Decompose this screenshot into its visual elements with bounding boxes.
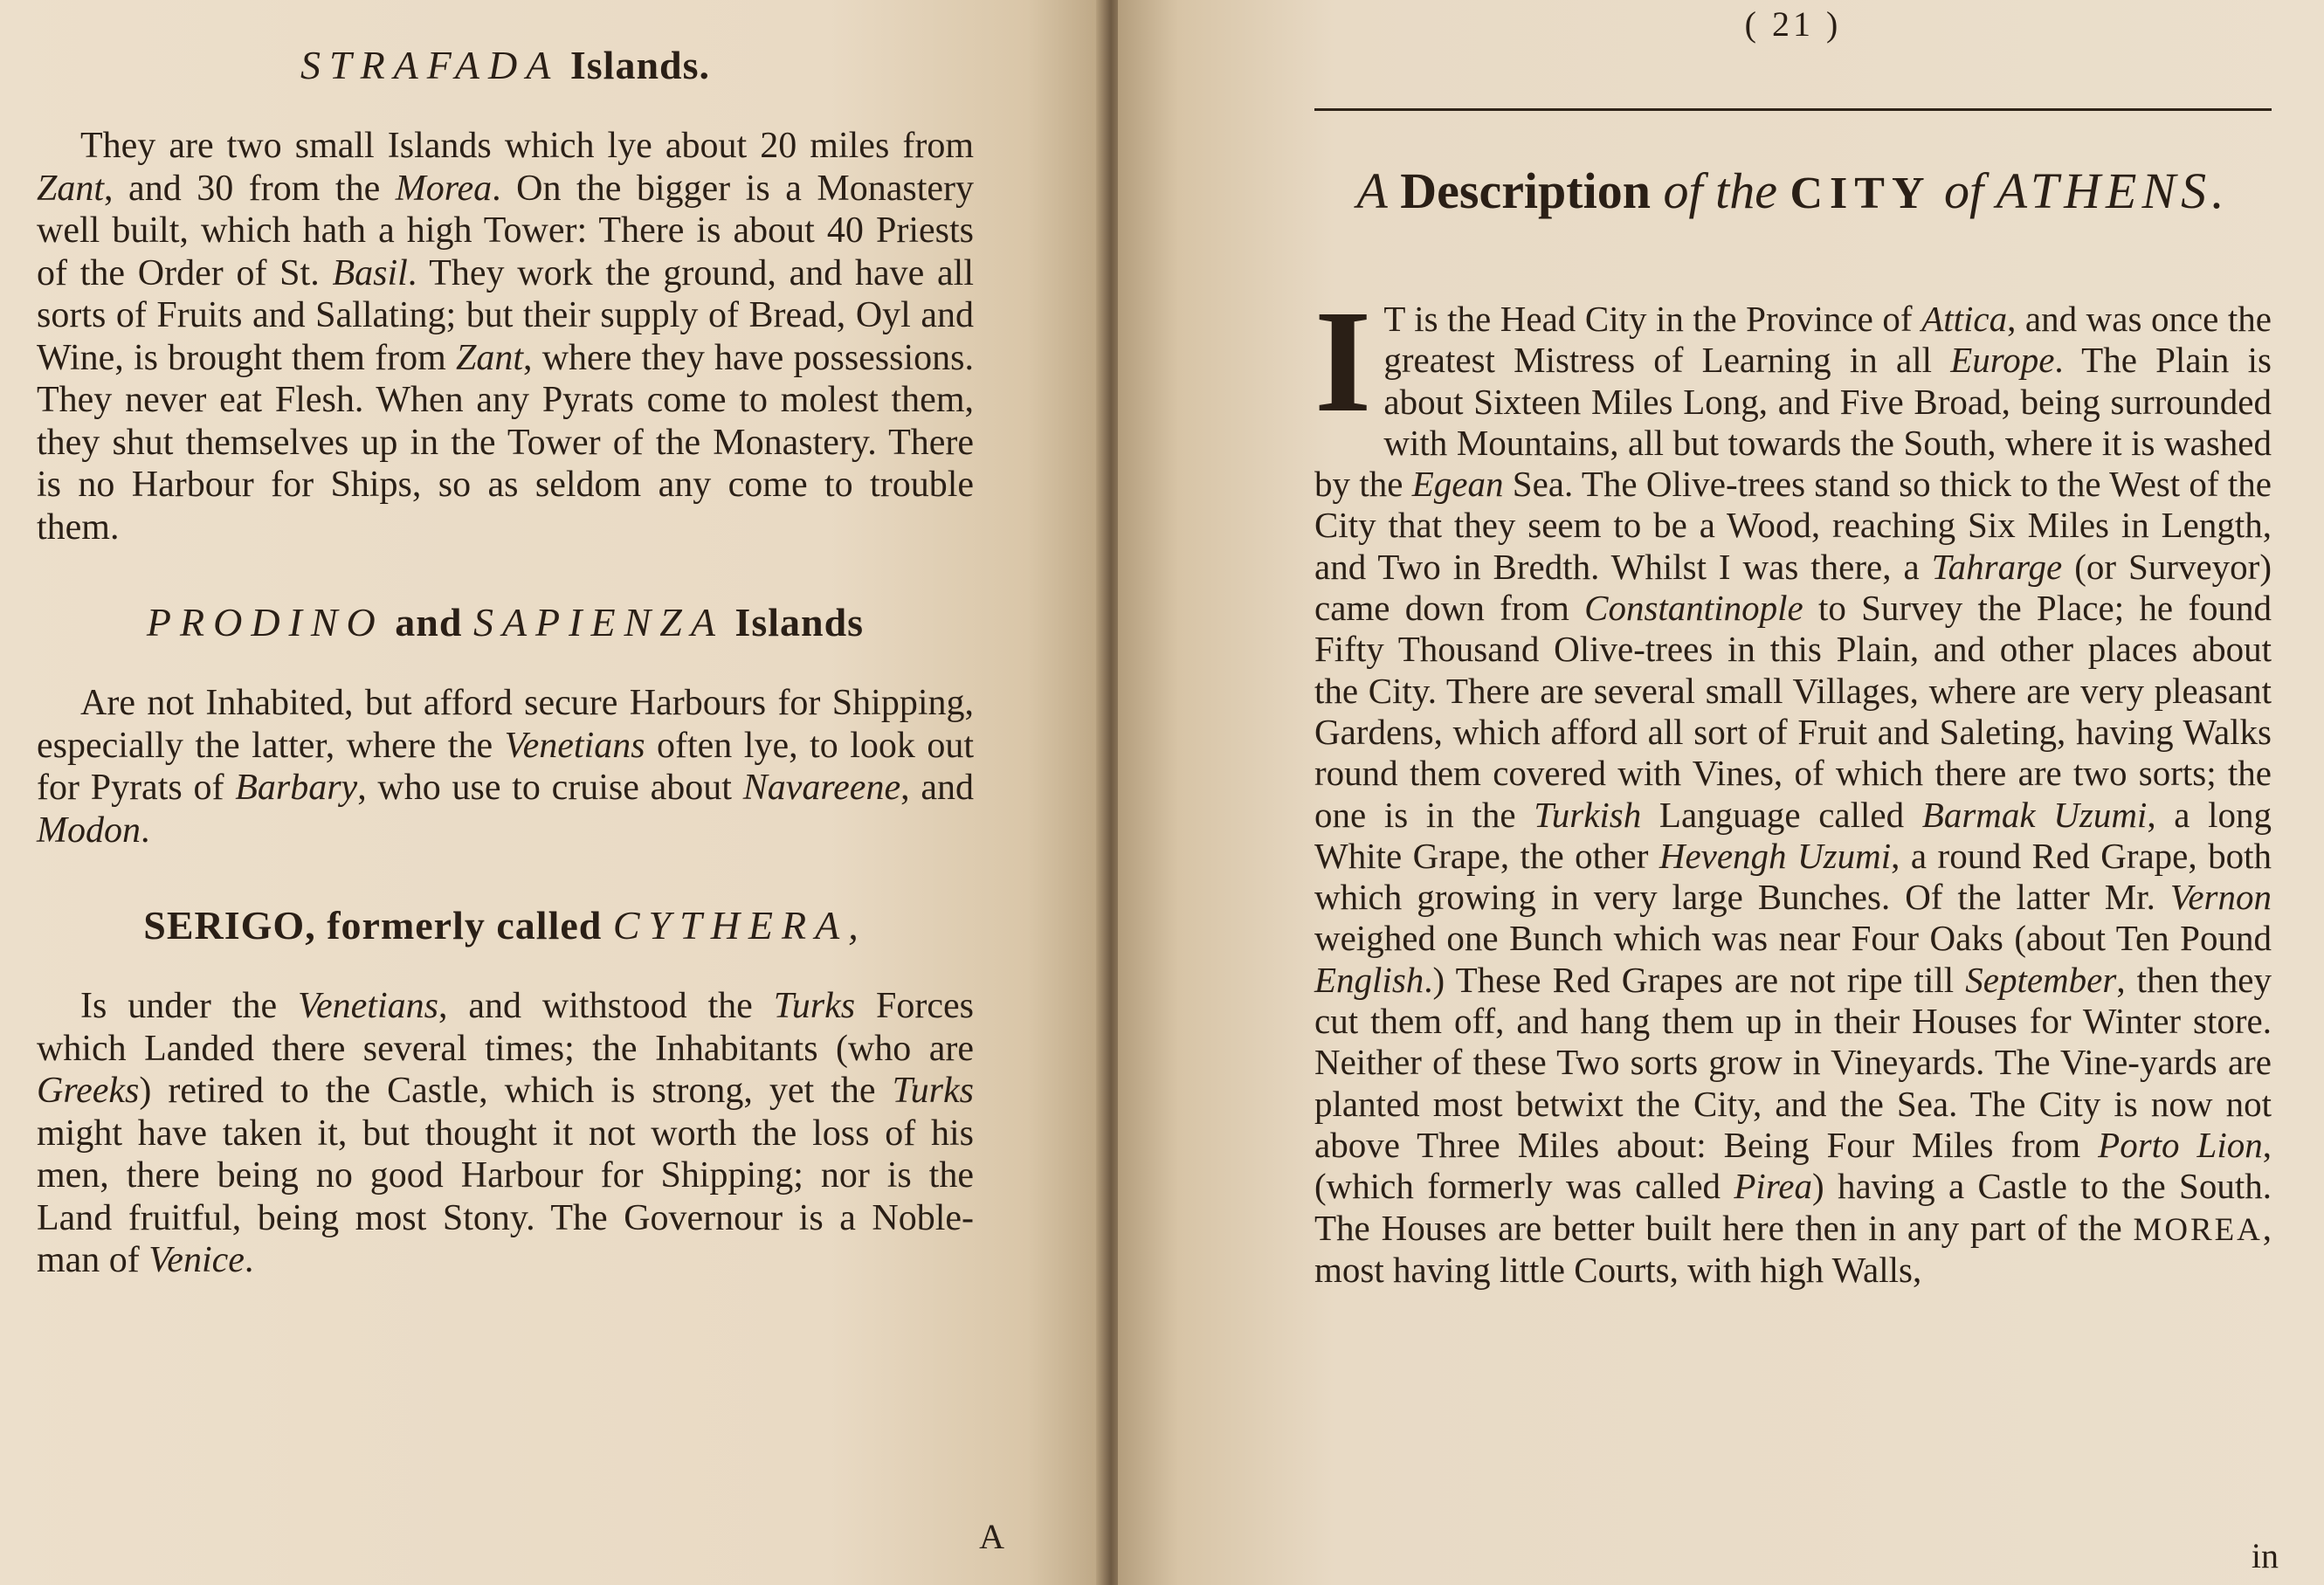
serigo-heading	[37, 902, 974, 948]
text-run: Porto Lion	[2098, 1124, 2263, 1165]
text-run: ) having a Castle to the South. The Houses are better built here then in any part of the	[1314, 1166, 2272, 1248]
text-run: . The Plain is about Sixteen Miles Long, and Five Broad, being surrounded with Mountains, all but towards the South, where it is washed by the	[1314, 340, 2272, 505]
serigo-heading-mid: formerly called	[327, 903, 603, 948]
text-run: , most having little Courts, with high Walls,	[1314, 1207, 2272, 1290]
text-run: . On the bigger is a Monastery well built, which hath a high Tower: There is about 40 Priests of the Order of St.	[37, 168, 974, 293]
text-run: , and 30 from the	[104, 168, 396, 209]
left-catchword: A	[979, 1517, 1004, 1556]
text-run: T is the Head City in the Province of	[1383, 299, 1922, 339]
athens-body	[1314, 280, 2272, 1291]
text-run: English	[1314, 959, 1424, 1000]
prodino-heading-b: SAPIENZA	[472, 600, 724, 644]
text-run: Morea	[395, 168, 493, 209]
serigo-paragraph	[37, 985, 974, 1282]
title-e: of	[1944, 162, 1984, 219]
strafada-heading	[37, 42, 974, 88]
text-run: Turkish	[1534, 794, 1642, 835]
athens-paragraph	[1314, 280, 2272, 1291]
text-run: . They work the ground, and have all sorts of Fruits and Sallating; but their supply of Bread, Oyl and Wine, is brought them from	[37, 252, 974, 378]
text-run: Basil	[332, 252, 408, 293]
right-page	[1118, 0, 2324, 1585]
text-run: , then they cut them off, and hang them up in their Houses for Winter store. Neither of these Two sorts grow in Vineyards. The Vine-yards are planted most betwixt the City, and the Sea. The City is now not above Three Miles about: Being Four Miles from	[1314, 959, 2272, 1165]
text-run: often lye, to look out for Pyrats of	[37, 725, 974, 808]
text-run: Language called	[1641, 794, 1922, 835]
serigo-heading-a: SERIGO,	[143, 903, 316, 948]
text-run: Vernon	[2169, 877, 2272, 918]
text-run: Pirea	[1734, 1166, 1812, 1207]
text-run: Hevengh Uzumi	[1659, 835, 1892, 876]
text-run: Navareene	[742, 768, 901, 808]
text-run: Modon	[37, 810, 141, 851]
text-run: They are two small Islands which lye about 20 miles from	[80, 126, 974, 166]
text-run: , and was once the greatest Mistress of Learning in all	[1383, 299, 2272, 381]
drop-cap: I	[1314, 280, 1372, 443]
text-run: to Survey the Place; he found Fifty Thousand Olive-trees in this Plain, and other places about the City. There are several small Villages, where are very pleasant Gardens, which afford all sort of Fruit and Saleting, having Walks round them covered with Vines, of which there are two sorts; the one is in the	[1314, 588, 2272, 835]
page-number: ( 21 )	[1744, 4, 1842, 44]
strafada-paragraph	[37, 125, 974, 548]
text-run: .	[141, 810, 150, 851]
strafada-heading-name: STRAFADA	[300, 43, 560, 87]
text-run: Venetians	[504, 725, 645, 766]
text-run: Venice	[148, 1240, 245, 1280]
text-run: Turks	[892, 1071, 974, 1111]
text-run: Attica	[1921, 299, 2008, 339]
text-run: Is under the	[80, 986, 298, 1026]
title-d: CITY	[1790, 169, 1932, 218]
text-run: Zant	[37, 168, 105, 209]
serigo-heading-b: CYTHERA,	[612, 903, 867, 948]
text-run: Are not Inhabited, but afford secure Harbours for Shipping, especially the latter, where the	[37, 683, 974, 766]
text-run: , where they have possessions. They never eat Flesh. When any Pyrats come to molest them, they shut themselves up in the Tower of the Monastery. There is no Harbour for Ships, so as seldom any come to trouble them.	[37, 337, 975, 548]
prodino-heading-suffix: Islands	[734, 600, 865, 644]
prodino-heading	[37, 599, 974, 645]
text-run: Constantinople	[1584, 588, 1803, 629]
text-run: Sea. The Olive-trees stand so thick to the West of the City that they seem to be a Wood, reaching Six Miles in Length, and Two in Bredth. Whilst I was there, a	[1314, 464, 2272, 587]
text-run: might have taken it, but thought it not worth the loss of his men, there being no good Harbour for Shipping; nor is the Land fruitful, being most Stony. The Governour is a Noble-man of	[37, 1113, 974, 1280]
title-c: of the	[1663, 162, 1777, 219]
text-run: .	[244, 1240, 254, 1280]
text-run: weighed one Bunch which was near Four Oaks (about Ten Pound	[1314, 918, 2272, 959]
text-run: Europe	[1950, 340, 2055, 381]
text-run: September	[1965, 959, 2117, 1000]
chapter-title	[1314, 162, 2272, 220]
right-catchword: in	[2251, 1536, 2279, 1575]
prodino-heading-and: and	[395, 600, 463, 644]
text-run: , and	[900, 768, 974, 808]
text-run: Egean	[1411, 464, 1504, 505]
text-run: (or Surveyor) came down from	[1314, 546, 2272, 629]
title-b: Description	[1400, 162, 1651, 219]
text-run: Zant	[456, 337, 524, 378]
text-run: .) These Red Grapes are not ripe till	[1424, 959, 1966, 1000]
title-f: ATHENS.	[1996, 162, 2230, 219]
text-run: Tahrarge	[1931, 546, 2063, 587]
text-run: , a long White Grape, the other	[1314, 794, 2272, 876]
prodino-paragraph	[37, 682, 974, 851]
text-run: Barbary	[235, 768, 358, 808]
title-a: A	[1356, 162, 1388, 219]
text-run: ) retired to the Castle, which is strong, yet the	[139, 1071, 893, 1111]
prodino-heading-a: PRODINO	[146, 600, 384, 644]
text-run: Venetians	[298, 986, 438, 1026]
text-run: Turks	[773, 986, 856, 1026]
text-run: , (which formerly was called	[1314, 1124, 2272, 1207]
text-run: , a round Red Grape, both which growing in very large Bunches. Of the latter Mr.	[1314, 835, 2272, 918]
text-run: Greeks	[37, 1071, 140, 1111]
text-run: , and withstood the	[438, 986, 774, 1026]
header-rule	[1314, 108, 2272, 111]
text-run: Forces which Landed there several times; the Inhabitants (who are	[37, 986, 974, 1069]
text-run: , who use to cruise about	[357, 768, 743, 808]
strafada-heading-suffix: Islands.	[569, 43, 711, 87]
left-page	[0, 0, 1105, 1585]
text-run: Barmak Uzumi	[1921, 794, 2148, 835]
text-run: MOREA	[2133, 1210, 2263, 1247]
